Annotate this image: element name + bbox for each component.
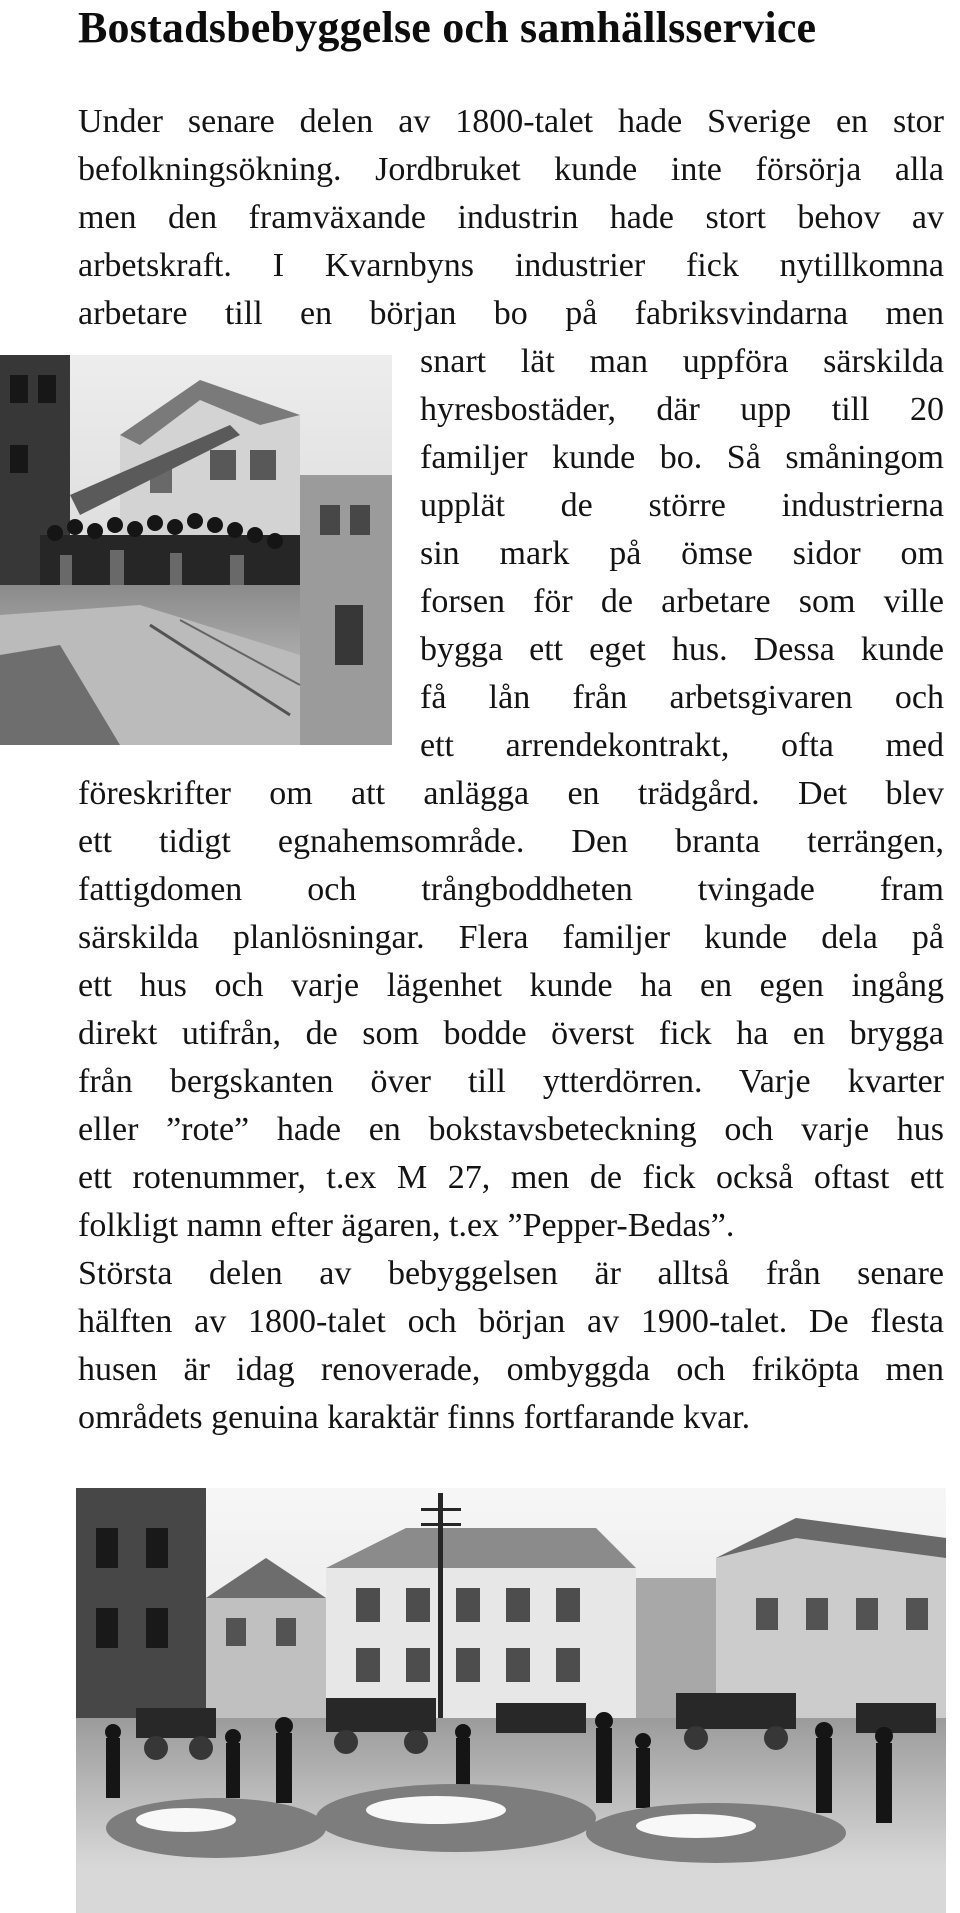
body-text-line: arbetare till en början bo på fabriksvindarna men <box>78 295 944 332</box>
body-text-line: sin mark på ömse sidor om <box>420 535 944 572</box>
photo-market-illustration <box>76 1488 946 1913</box>
body-text-line: Största delen av bebyggelsen är alltså från senare <box>78 1255 944 1292</box>
body-text-line: husen är idag renoverade, ombyggda och friköpta men <box>78 1351 944 1388</box>
historic-photo-crowd <box>0 355 392 745</box>
body-text-line: snart lät man uppföra särskilda <box>420 343 944 380</box>
historic-photo-market <box>76 1488 946 1913</box>
page-title: Bostadsbebyggelse och samhällsservice <box>78 3 817 52</box>
body-text-line: ett rotenummer, t.ex M 27, men de fick också oftast ett <box>78 1159 944 1196</box>
body-text-line: områdets genuina karaktär finns fortfarande kvar. <box>78 1399 751 1436</box>
body-text-line: föreskrifter om att anlägga en trädgård. Det blev <box>78 775 944 812</box>
body-text-line: forsen för de arbetare som ville <box>420 583 944 620</box>
body-text-line: särskilda planlösningar. Flera familjer kunde dela på <box>78 919 944 956</box>
body-text-line: fattigdomen och trångboddheten tvingade fram <box>78 871 944 908</box>
body-text-line: direkt utifrån, de som bodde överst fick ha en brygga <box>78 1015 944 1052</box>
body-text-line: men den framväxande industrin hade stort behov av <box>78 199 944 236</box>
body-text-line: hyresbostäder, där upp till 20 <box>420 391 944 428</box>
body-text-line: familjer kunde bo. Så småningom <box>420 439 944 476</box>
body-text-line: ett hus och varje lägenhet kunde ha en egen ingång <box>78 967 944 1004</box>
body-text-line: från bergskanten över till ytterdörren. Varje kvarter <box>78 1063 944 1100</box>
body-text-line: bygga ett eget hus. Dessa kunde <box>420 631 944 668</box>
body-text-line: folkligt namn efter ägaren, t.ex ”Pepper-Bedas”. <box>78 1207 735 1244</box>
body-text-line: befolkningsökning. Jordbruket kunde inte försörja alla <box>78 151 944 188</box>
body-text-line: hälften av 1800-talet och början av 1900-talet. De flesta <box>78 1303 944 1340</box>
body-text-line: upplät de större industrierna <box>420 487 944 524</box>
body-text-line: ett tidigt egnahemsområde. Den branta terrängen, <box>78 823 944 860</box>
body-text-line: ett arrendekontrakt, ofta med <box>420 727 944 764</box>
body-text-line: Under senare delen av 1800-talet hade Sverige en stor <box>78 103 944 140</box>
body-text-line: få lån från arbetsgivaren och <box>420 679 944 716</box>
body-text-line: arbetskraft. I Kvarnbyns industrier fick nytillkomna <box>78 247 944 284</box>
photo-crowd-illustration <box>0 355 392 745</box>
body-text-line: eller ”rote” hade en bokstavsbeteckning och varje hus <box>78 1111 944 1148</box>
